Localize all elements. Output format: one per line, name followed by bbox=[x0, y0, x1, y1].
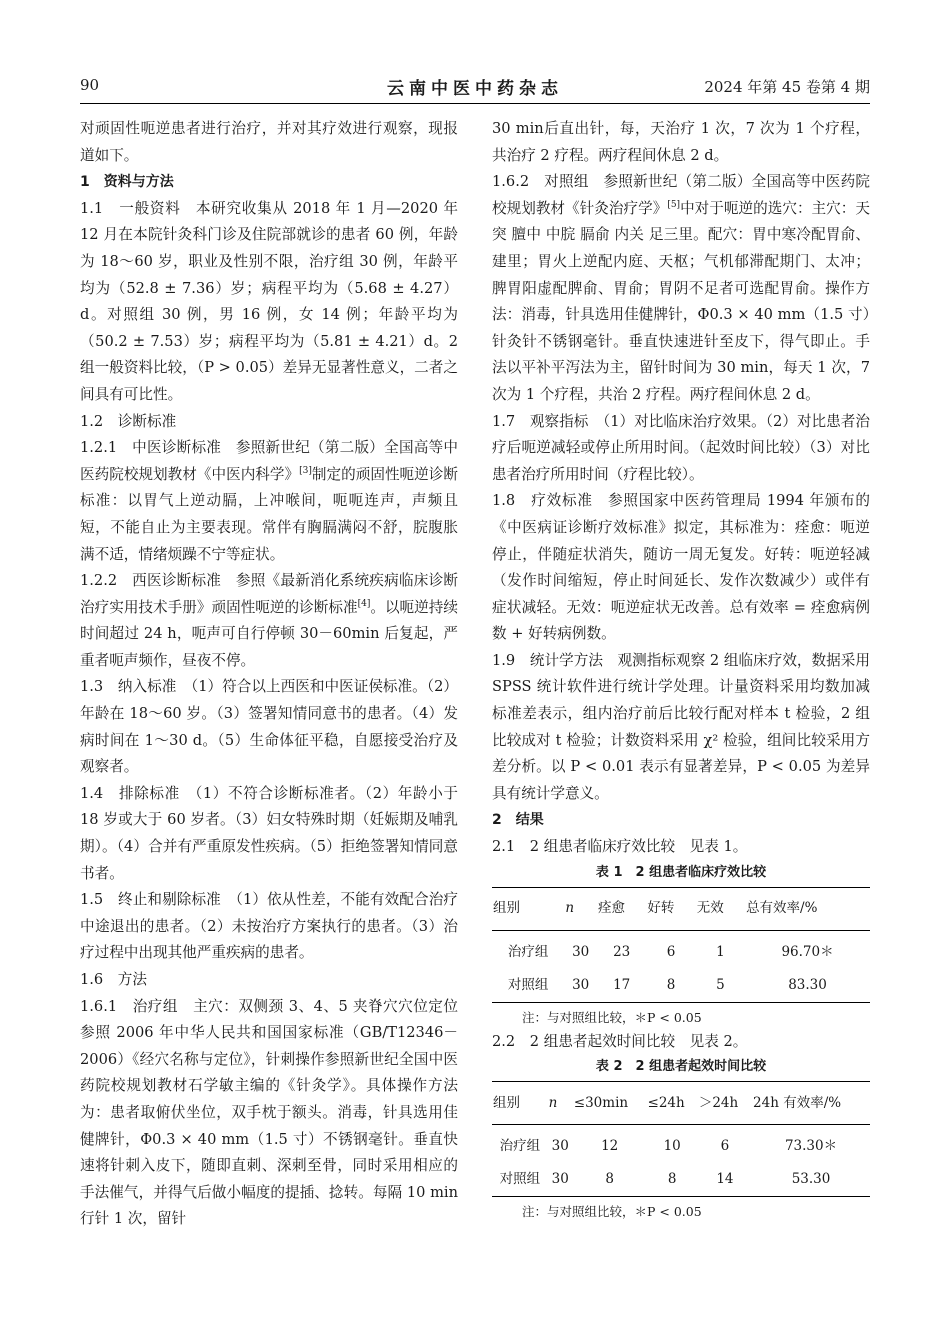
table2 bbox=[492, 1081, 870, 1197]
heading-1-2: 1.2 诊断标准 bbox=[80, 412, 177, 430]
table-row: 对照组 30 8 8 14 53.30 bbox=[492, 1163, 870, 1197]
table-row: 治疗组 30 12 10 6 73.30＊ bbox=[499, 1138, 838, 1155]
paragraph-1-8: 1.8 疗效标准 参照国家中医药管理局 1994 年颁布的《中医病证诊断疗效标准》拟定，其标准为：痊愈：呃逆停止，伴随症状消失，随访一周无复发。好转：呃逆轻减（发作时间缩短，停止时间延长、发作次数减少）或伴有症状减轻。无效：呃逆症状无改善。总有效率 = 痊愈病例数 + 好转病例数。 bbox=[492, 492, 870, 643]
paragraph-1-2-1: 1.2.1 中医诊断标准 参照新世纪（第二版）全国高等中医药院校规划教材《中医内科学》[3]制定的顽固性呃逆诊断标准：以胃气上逆动膈，上冲喉间，呃呃连声，声频且短，不能自止为主要表现。常伴有胸膈满闷不舒，脘腹胀满不适，情绪烦躁不宁等症状。 bbox=[80, 439, 458, 563]
table-header: 无效 bbox=[696, 887, 745, 930]
table-header: 组别 bbox=[492, 1082, 548, 1125]
table2-caption: 表 2 2 组患者起效时间比较 bbox=[595, 1059, 767, 1075]
paragraph-1-3: 1.3 纳入标准 （1）符合以上西医和中医证侯标准。（2）年龄在 18～60 岁。（3）签署知情同意书的患者。（4）发病时间在 1～30 d。（5）生命体征平稳，自愿接受治疗及观察者。 bbox=[80, 678, 458, 776]
right-column bbox=[492, 116, 870, 1223]
header-rule bbox=[80, 103, 870, 104]
paragraph-1-9: 1.9 统计学方法 观测指标观察 2 组临床疗效，数据采用 SPSS 统计软件进行统计学处理。计量资料采用均数加减标准差表示，组内治疗前后比较行配对样本 t 检验，2 组比较成对 t 检验；计数资料采用 χ² 检验，组间比较采用方差分析。以 P < 0.01 表示有显著差异，P < 0.05 为差异具有统计学意义。 bbox=[492, 651, 870, 802]
paragraph-1-6-1: 1.6.1 治疗组 主穴：双侧颈 3、4、5 夹脊穴穴位定位参照 2006 年中华人民共和国国家标准（GB/T12346－2006）《经穴名称与定位》，针刺操作参照新世纪全国中医药院校规划教材石学敏主编的《针灸学》。具体操作方法为：患者取俯伏坐位，双手枕于额头。消毒，针具选用佳健牌针，Φ0.3 × 40 mm（1.5 寸）不锈钢毫针。垂直快速将针刺入皮下，随即直刺、深刺至骨，同时采用相应的手法催气，并得气后做小幅度的提插、捻转。每隔 10 min 行针 1 次，留针 bbox=[80, 997, 458, 1228]
section-heading-results: 2 结果 bbox=[492, 812, 544, 829]
table-header: ＞24h bbox=[698, 1082, 752, 1125]
table-row: 对照组 30 17 8 5 83.30 bbox=[492, 969, 870, 1003]
heading-1-6: 1.6 方法 bbox=[80, 971, 147, 988]
paragraph-continued: 30 min后直出针，每，天治疗 1 次，7 次为 1 个疗程，共治疗 2 疗程。两疗程间休息 2 d。 bbox=[492, 120, 870, 164]
citation-ref: [3] bbox=[299, 465, 312, 476]
table1-caption: 表 1 2 组患者临床疗效比较 bbox=[595, 864, 767, 880]
left-column bbox=[80, 116, 458, 1233]
paragraph-1-6-2: 1.6.2 对照组 参照新世纪（第二版）全国高等中医药院校规划教材《针灸治疗学》[5]中对于呃逆的选穴：主穴：天突 膻中 中脘 膈俞 内关 足三里。配穴：胃中寒冷配胃俞、建里；胃火上逆配内庭、天枢；气机郁滞配期门、太冲；脾胃阳虚配脾俞、胃俞；胃阴不足者可选配胃俞。操作方法：消毒，针具选用佳健牌针，Φ0.3 × 40 mm（1.5 寸）针灸针不锈钢毫针。垂直快速进针至皮下，得气即止。手法以平补平泻法为主，留针时间为 30 min，每天 1 次，7 次为 1 个疗程，共治 2 疗程。两疗程间休息 2 d。 bbox=[492, 173, 870, 403]
page-header bbox=[80, 74, 870, 98]
paragraph-1-5: 1.5 终止和剔除标准 （1）依从性差，不能有效配合治疗中途退出的患者。（2）未按治疗方案执行的患者。（3）治疗过程中出现其他严重疾病的患者。 bbox=[80, 891, 458, 962]
paragraph-1-2-2: 1.2.2 西医诊断标准 参照《最新消化系统疾病临床诊断治疗实用技术手册》顽固性呃逆的诊断标准[4]。以呃逆持续时间超过 24 h，呃声可自行停顿 30－60min 后复起，严重者呃声频作，昼夜不停。 bbox=[80, 572, 458, 669]
table2-note: 注：与对照组比较，＊P < 0.05 bbox=[522, 1204, 702, 1220]
table-header: 24h 有效率/% bbox=[752, 1082, 870, 1125]
table-header: n bbox=[564, 887, 597, 930]
page-number: 90 bbox=[80, 76, 100, 94]
table-header: 总有效率/% bbox=[745, 887, 870, 930]
paragraph-1-4: 1.4 排除标准 （1）不符合诊断标准者。（2）年龄小于 18 岁或大于 60 岁者。（3）妇女特殊时期（妊娠期及哺乳期）。（4）合并有严重原发性疾病。（5）拒绝签署知情同意书者。 bbox=[80, 784, 458, 882]
table-header: n bbox=[548, 1082, 573, 1125]
table-header: 好转 bbox=[646, 887, 695, 930]
issue-info: 2024 年第 45 卷第 4 期 bbox=[704, 78, 870, 96]
citation-ref: [4] bbox=[357, 598, 371, 609]
citation-ref: [5] bbox=[667, 199, 681, 210]
table1-note: 注：与对照组比较，＊P < 0.05 bbox=[522, 1009, 702, 1025]
paragraph-2-1: 2.1 2 组患者临床疗效比较 见表 1。 bbox=[492, 838, 748, 856]
table-header: 痊愈 bbox=[597, 887, 646, 930]
table-header: 组别 bbox=[492, 887, 564, 930]
table1 bbox=[492, 887, 870, 1003]
table-header: ≤24h bbox=[647, 1082, 698, 1125]
intro-paragraph: 对顽固性呃逆患者进行治疗，并对其疗效进行观察，现报道如下。 bbox=[80, 120, 458, 164]
table-header: ≤30min bbox=[573, 1082, 647, 1125]
journal-title: 云南中医中药杂志 bbox=[387, 79, 563, 99]
paragraph-1-1: 1.1 一般资料 本研究收集从 2018 年 1 月—2020 年 12 月在本院针灸科门诊及住院部就诊的患者 60 例，年龄为 18～60 岁，职业及性别不限，治疗组 30 例，年龄平均为（52.8 ± 7.36）岁；病程平均为（5.68 ± 4.27）d。对照组 30 例，男 16 例，女 14 例；年龄平均为（50.2 ± 7.53）岁；病程平均为（5.81 ± 4.21）d。2 组一般资料比较，（P > 0.05）差异无显著性意义，二者之间具有可比性。 bbox=[80, 199, 458, 403]
paragraph-1-7: 1.7 观察指标 （1）对比临床治疗效果。（2）对比患者治疗后呃逆减轻或停止所用时间。（起效时间比较）（3）对比患者治疗所用时间（疗程比较）。 bbox=[492, 412, 870, 483]
paragraph-2-2: 2.2 2 组患者起效时间比较 见表 2。 bbox=[492, 1032, 748, 1050]
section-heading-methods: 1 资料与方法 bbox=[80, 174, 174, 191]
table-row: 治疗组 30 23 6 1 96.70＊ bbox=[507, 943, 834, 960]
